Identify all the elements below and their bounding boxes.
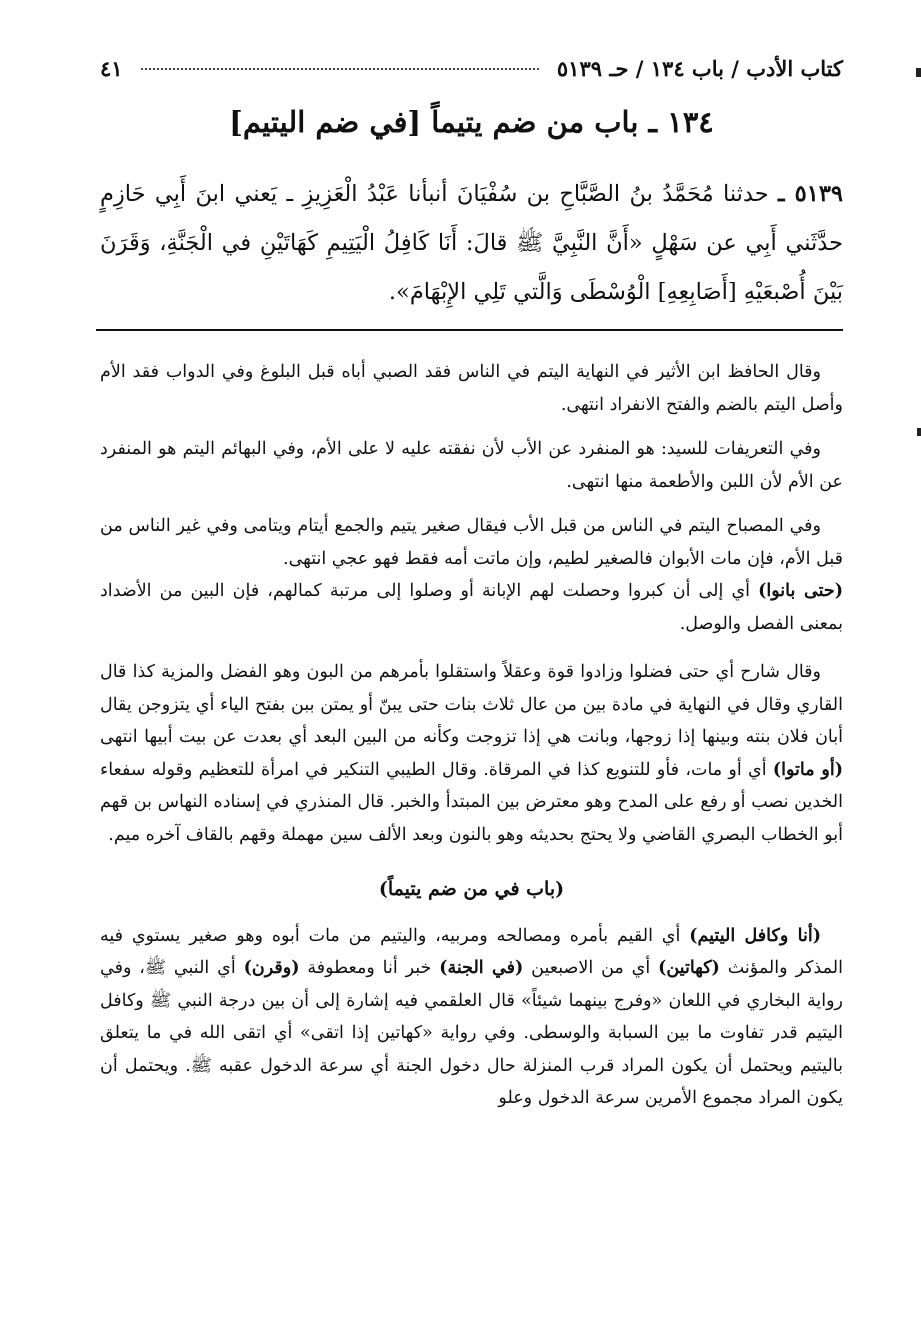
running-header — [100, 48, 843, 88]
keyword: (أنا وكافل اليتيم) — [689, 925, 821, 946]
commentary-text: أي من الاصبعين — [531, 958, 651, 978]
page-number: ٤١ — [100, 55, 123, 81]
running-title: كتاب الأدب / باب ١٣٤ / حـ ٥١٣٩ — [556, 55, 843, 81]
edge-mark-top — [916, 68, 921, 77]
commentary-paragraph — [100, 433, 843, 498]
keyword: (وقرن) — [243, 958, 300, 978]
commentary-text: أي أو مات، فأو للتنويع كذا في المرقاة. — [483, 759, 767, 780]
section-divider — [96, 329, 843, 331]
commentary-text: أي القيم بأمره ومصالحه ومربيه، واليتيم من مات أبوه وهو صغير يستوي فيه المذكر والمؤنث — [100, 925, 843, 978]
hadith-text: حدثنا مُحَمَّدُ بنُ الصَّبَّاحِ بن سُفْيَانَ أنبأنا عَبْدُ الْعَزِيزِ ـ يَعني ابنَ أَبِي حَازِمٍ حدَّثَني أَبِي عن سَهْلٍ «أَنَّ النَّبِيَّ ﷺ قالَ: أَنَا كَافِلُ الْيَتِيمِ كَهَاتَيْنِ في الْجَنَّةِ، وَقَرَنَ بَيْنَ أُصْبعَيْهِ [أَصَابِعِهِ] الْوُسْطَى وَالَّتي تَلِي الإِبْهَامَ». — [100, 181, 843, 305]
commentary-text: وقال الحافظ ابن الأثير في النهاية اليتم في الناس فقد الصبي أباه قبل البلوغ وفي الدواب فقد الأم وأصل اليتم بالضم والفتح الانفراد انتهى. — [100, 362, 843, 415]
edge-mark-middle — [917, 428, 921, 436]
keyword: (في الجنة) — [439, 958, 524, 978]
chapter-title: ١٣٤ ـ باب من ضم يتيماً [في ضم اليتيم] — [229, 105, 714, 139]
hadith-number: ٥١٣٩ ـ — [778, 181, 843, 207]
sub-heading: (باب في من ضم يتيماً) — [378, 878, 565, 900]
keyword: (كهاتين) — [658, 958, 720, 978]
commentary-paragraph — [100, 656, 843, 851]
commentary-paragraph — [100, 356, 843, 421]
commentary-paragraph — [100, 920, 843, 1115]
commentary-text: أي إلى أن كبروا وحصلت لهم الإبانة أو وصلوا إلى مرتبة كمالهم، فإن البين من الأضداد بمعنى الفصل والوصل. — [100, 581, 843, 634]
commentary-text: وقال الطيبي التنكير في امرأة للتعظيم وقوله سفعاء الخدين نصب أو رفع على المدح وهو معترض بين المبتدأ والخبر. قال المنذري في إسناده النهاس بن قهم أبو الخطاب البصري القاضي ولا يحتج بحديثه وهو بالنون وبعد الألف سين مهملة وقهم بالقاف آخره ميم. — [100, 759, 843, 845]
commentary-block — [100, 356, 843, 1131]
hadith-text-block — [100, 170, 843, 317]
commentary-text: وفي المصباح اليتم في الناس من قبل الأب فيقال صغير يتيم والجمع أيتام ويتامى وفي غير الناس من قبل الأم، فإن مات الأبوان فالصغير لطيم، وإن ماتت أمه فقط فهو عجي انتهى. — [100, 516, 843, 569]
commentary-paragraph — [100, 510, 843, 640]
commentary-text: أي النبي ﷺ، وفي رواية البخاري في اللعان «وفرج بينهما شيئاً» قال العلقمي فيه إشارة إلى أن بين درجة النبي ﷺ وكافل اليتيم قدر تفاوت ما بين السبابة والوسطى. وفي رواية «كهاتين إذا اتقى» أي اتقى الله في ما يتعلق باليتيم ويحتمل أن يكون المراد قرب المنزلة حال دخول الجنة أي سرعة الدخول عقبه ﷺ. ويحتمل أن يكون المراد مجموع الأمرين سرعة الدخول وعلو — [100, 958, 843, 1108]
keyword: (أو ماتوا) — [772, 759, 843, 780]
commentary-text: وفي التعريفات للسيد: هو المنفرد عن الأب لأن نفقته عليه لا على الأم، وفي البهائم اليتم هو المنفرد عن الأم لأن اللبن والأطعمة منها انتهى. — [100, 439, 843, 492]
commentary-text: وقال شارح أي حتى فضلوا وزادوا قوة وعقلاً واستقلوا بأمرهم من البون وهو الفضل والمزية كذا قال القاري وقال في النهاية في مادة بين من عال ثلاث بنات حتى يبنّ أو يمتن ببن بفتح الياء أي يتزوجن يقال أبان فلان بنته وبينها إذا زوجها، وبانت هي إذا تزوجت وكأنه من البين البعد أي بعدت عن بيت أبيها انتهى — [100, 662, 843, 747]
commentary-text: خبر أنا ومعطوفة — [307, 958, 432, 978]
header-dot-leader — [141, 67, 539, 70]
keyword: (حتى بانوا) — [758, 581, 843, 601]
